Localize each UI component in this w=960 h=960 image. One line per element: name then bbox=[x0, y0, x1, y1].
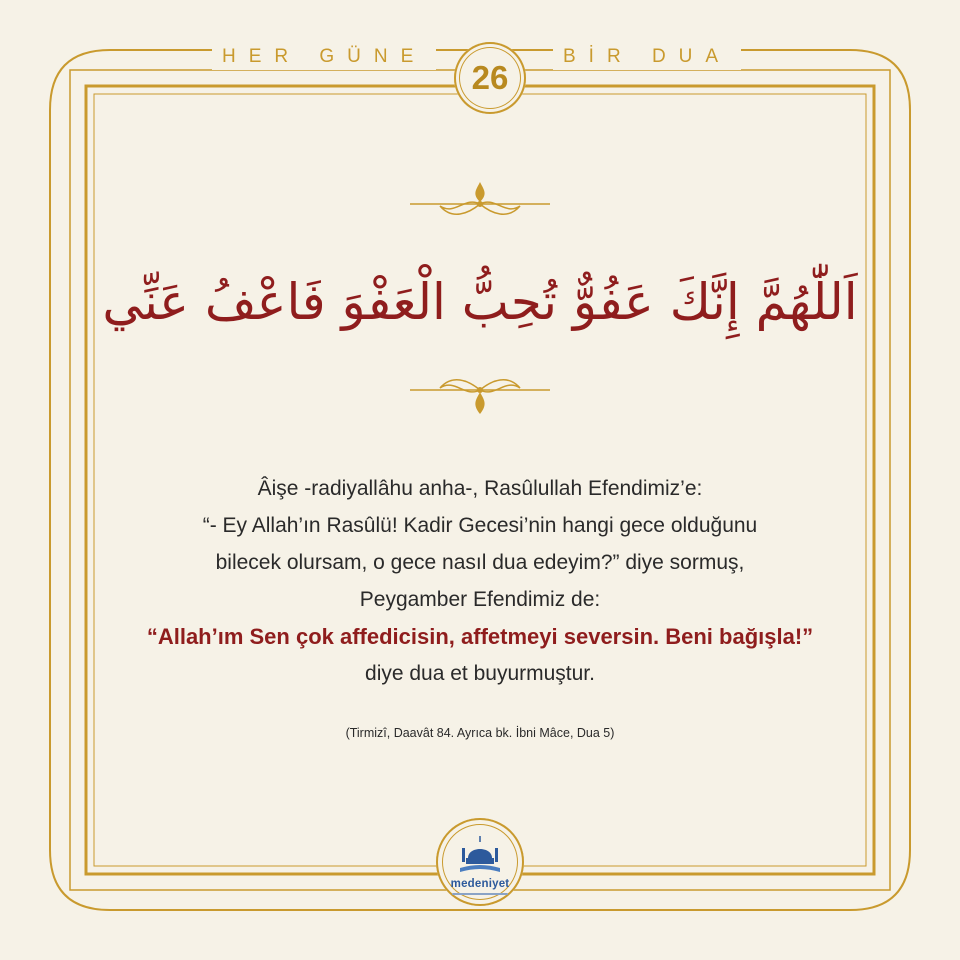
top-ornament-icon bbox=[410, 176, 550, 224]
narration-line-3: bilecek olursam, o gece nasıl dua edeyim?” diye sormuş, bbox=[215, 551, 745, 574]
dua-arabic-text: اَللّٰهُمَّ إِنَّكَ عَفُوٌّ تُحِبُّ الْعَفْوَ فَاعْفُ عَنِّي bbox=[102, 273, 858, 331]
dua-translation-highlight: “Allah’ım Sen çok affedicisin, affetmeyi seversin. Beni bağışla!” bbox=[146, 624, 814, 649]
narration-line-1: Âişe -radiyallâhu anha-, Rasûlullah Efendimiz’e: bbox=[257, 477, 703, 500]
day-number: 26 bbox=[471, 59, 509, 96]
narration-line-6: diye dua et buyurmuştur. bbox=[365, 662, 595, 685]
narration-text bbox=[80, 470, 880, 692]
source-citation: (Tirmizî, Daavât 84. Ayrıca bk. İbni Mâce, Dua 5) bbox=[345, 726, 615, 740]
day-badge bbox=[454, 42, 526, 114]
logo-tagline-line bbox=[452, 893, 508, 895]
mosque-book-icon bbox=[456, 834, 504, 876]
bottom-ornament-icon bbox=[410, 370, 550, 418]
logo-name: medeniyet bbox=[450, 878, 510, 890]
narration-line-4: Peygamber Efendimiz de: bbox=[359, 588, 601, 611]
header-left-text: HER GÜNE bbox=[212, 44, 436, 70]
header-right-text: BİR DUA bbox=[553, 44, 741, 70]
narration-line-2: “- Ey Allah’ın Rasûlü! Kadir Gecesi’nin hangi gece olduğunu bbox=[202, 514, 758, 537]
